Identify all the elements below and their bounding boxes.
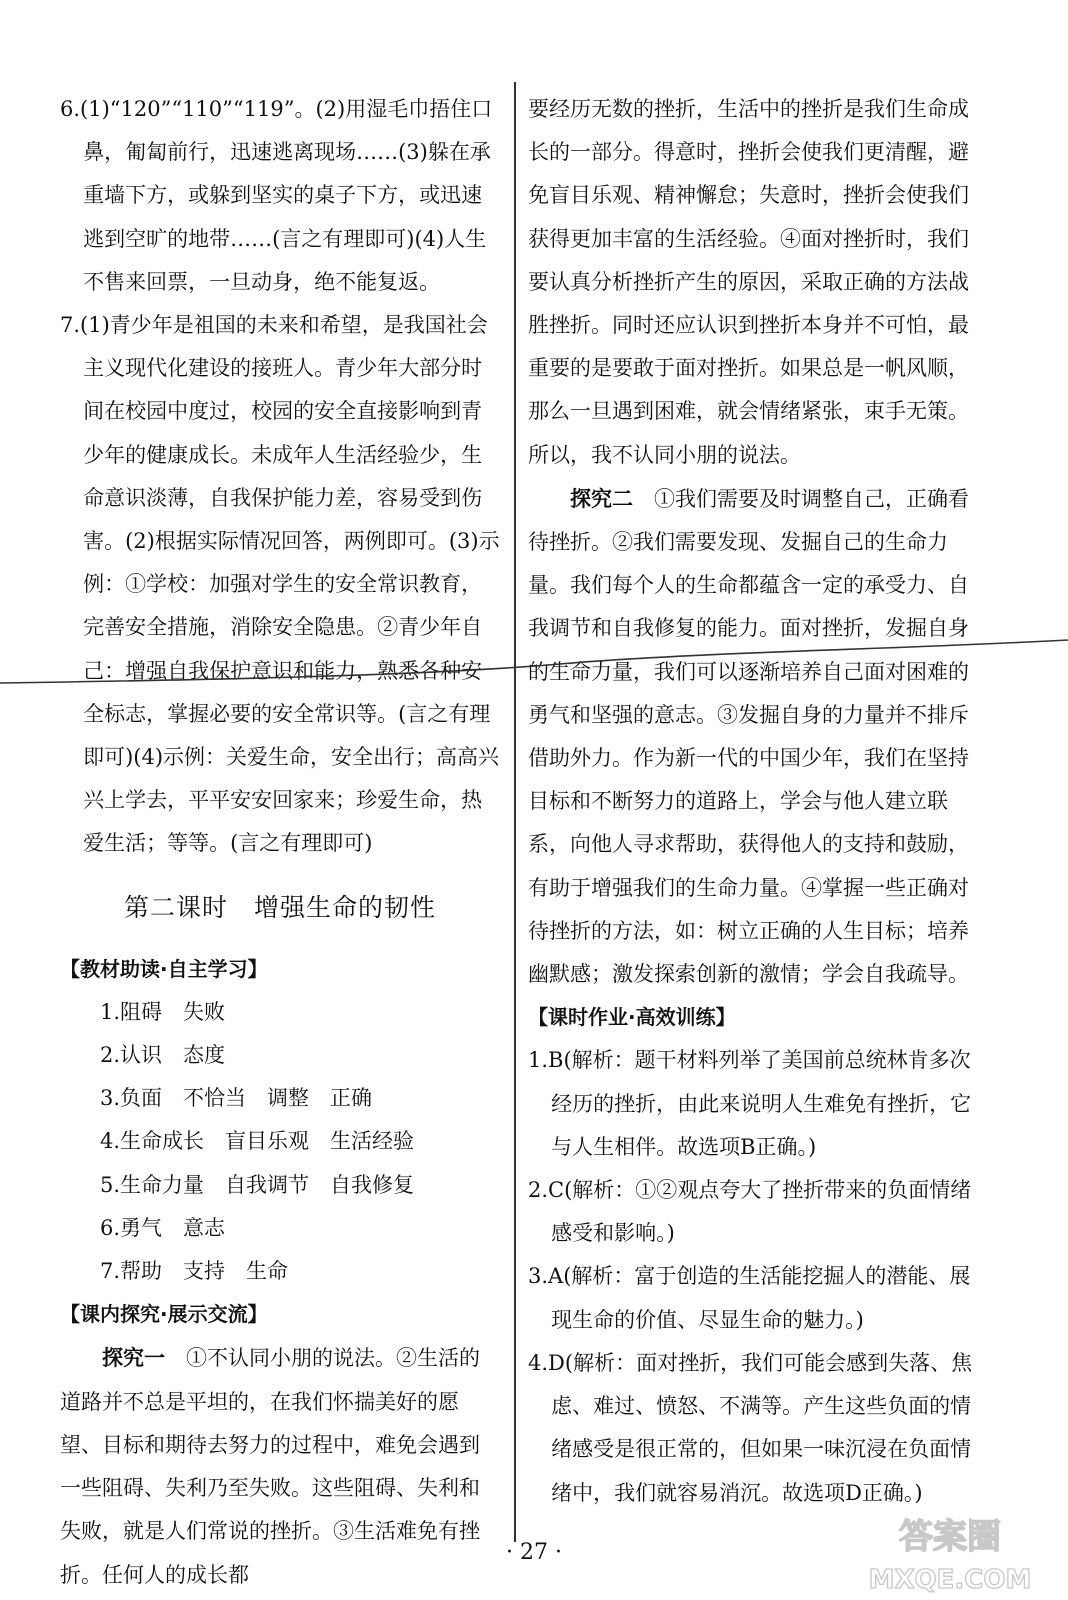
answer-choice-2: 2.C(解析：①②观点夸大了挫折带来的负面情绪感受和影响。) bbox=[528, 1178, 972, 1246]
fill-in-answer-list bbox=[60, 991, 500, 1293]
right-column bbox=[528, 88, 978, 1515]
column-divider bbox=[514, 82, 516, 1542]
explore-one-continued: 要经历无数的挫折，生活中的挫折是我们生命成长的一部分。得意时，挫折会使我们更清醒，避免盲目乐观、精神懈怠；失意时，挫折会使我们获得更加丰富的生活经验。④面对挫折时，我们要认真分析挫折产生的原因，采取正确的方法战胜挫折。同时还应认识到挫折本身并不可怕，最重要的是要敢于面对挫折。如果总是一帆风顺，那么一旦遇到困难，就会情绪紧张，束手无策。所以，我不认同小朋的说法。 bbox=[528, 97, 969, 467]
list-item: 6.勇气 意志 bbox=[100, 1215, 226, 1240]
list-item: 5.生命力量 自我调节 自我修复 bbox=[100, 1172, 415, 1197]
explore-one-label: 探究一 bbox=[102, 1345, 165, 1371]
page-number: · 27 · bbox=[506, 1540, 562, 1565]
section-title-homework: 【课时作业·高效训练】 bbox=[528, 1005, 736, 1030]
list-item: 2.认识 态度 bbox=[100, 1043, 226, 1068]
svg-text:答案圈: 答案圈 bbox=[899, 1517, 1001, 1557]
answer-choice-4: 4.D(解析：面对挫折，我们可能会感到失落、焦虑、难过、愤怒、不满等。产生这些负面的情绪感受是很正常的，但如果一味沉浸在负面情绪中，我们就容易消沉。故选项D正确。) bbox=[528, 1350, 973, 1505]
answer-q6: 6.(1)“120”“110”“119”。(2)用湿毛巾捂住口鼻，匍匐前行，迅速逃离现场……(3)躲在承重墙下方，或躲到坚实的桌子下方，或迅速逃到空旷的地带……(言之有理即可)(4)人生不售来回票，一旦动身，绝不能复返。 bbox=[60, 97, 493, 294]
lesson-title: 第二课时 增强生命的韧性 bbox=[123, 892, 436, 922]
explore-two-paragraph bbox=[528, 477, 978, 996]
explore-two-label: 探究二 bbox=[570, 485, 633, 511]
explore-two-text: ①我们需要及时调整自己，正确看待挫折。②我们需要发现、发掘自己的生命力量。我们每个人的生命都蕴含一定的承受力、自我调节和自我修复的能力。面对挫折，发掘自身的生命力量，我们可以逐渐培养自己面对困难的勇气和坚强的意志。③发掘自身的力量并不排斥借助外力。作为新一代的中国少年，我们在坚持目标和不断努力的道路上，学会与他人建立联系，向他人寻求帮助，获得他人的支持和鼓励，有助于增强我们的生命力量。④掌握一些正确对待挫折的方法，如：树立正确的人生目标；培养幽默感；激发探索创新的激情；学会自我疏导。 bbox=[528, 486, 969, 987]
answer-q7: 7.(1)青少年是祖国的未来和希望，是我国社会主义现代化建设的接班人。青少年大部分时间在校园中度过，校园的安全直接影响到青少年的健康成长。未成年人生活经验少，生命意识淡薄，自我保护能力差，容易受到伤害。(2)根据实际情况回答，两例即可。(3)示例：①学校：加强对学生的安全常识教育，完善安全措施，消除安全隐患。②青少年自己：增强自我保护意识和能力，熟悉各种安全标志，掌握必要的安全常识等。(言之有理即可)(4)示例：关爱生命，安全出行；高高兴兴上学去，平平安安回家来；珍爱生命，热爱生活；等等。(言之有理即可) bbox=[60, 313, 500, 856]
answer-choice-3: 3.A(解析：富于创造的生活能挖掘人的潜能、展现生命的价值、尽显生命的魅力。) bbox=[528, 1264, 971, 1332]
section-title-textbook-reading: 【教材助读·自主学习】 bbox=[60, 956, 268, 981]
list-item: 7.帮助 支持 生命 bbox=[100, 1259, 289, 1284]
explore-one-text: ①不认同小朋的说法。②生活的道路并不总是平坦的，在我们怀揣美好的愿望、目标和期待去努力的过程中，难免会遇到一些阻碍、失利乃至失败。这些阻碍、失利和失败，就是人们常说的挫折。③生活难免有挫折。任何人的成长都 bbox=[60, 1346, 480, 1587]
list-item: 1.阻碍 失败 bbox=[100, 999, 226, 1024]
svg-text:MXQE.COM: MXQE.COM bbox=[868, 1565, 1032, 1595]
left-column bbox=[60, 88, 500, 1597]
answer-choice-1: 1.B(解析：题干材料列举了美国前总统林肯多次经历的挫折，由此来说明人生难免有挫折，它与人生相伴。故选项B正确。) bbox=[528, 1048, 972, 1159]
section-title-class-exploration: 【课内探究·展示交流】 bbox=[60, 1302, 268, 1327]
list-item: 3.负面 不恰当 调整 正确 bbox=[100, 1086, 373, 1111]
list-item: 4.生命成长 盲目乐观 生活经验 bbox=[100, 1129, 415, 1154]
